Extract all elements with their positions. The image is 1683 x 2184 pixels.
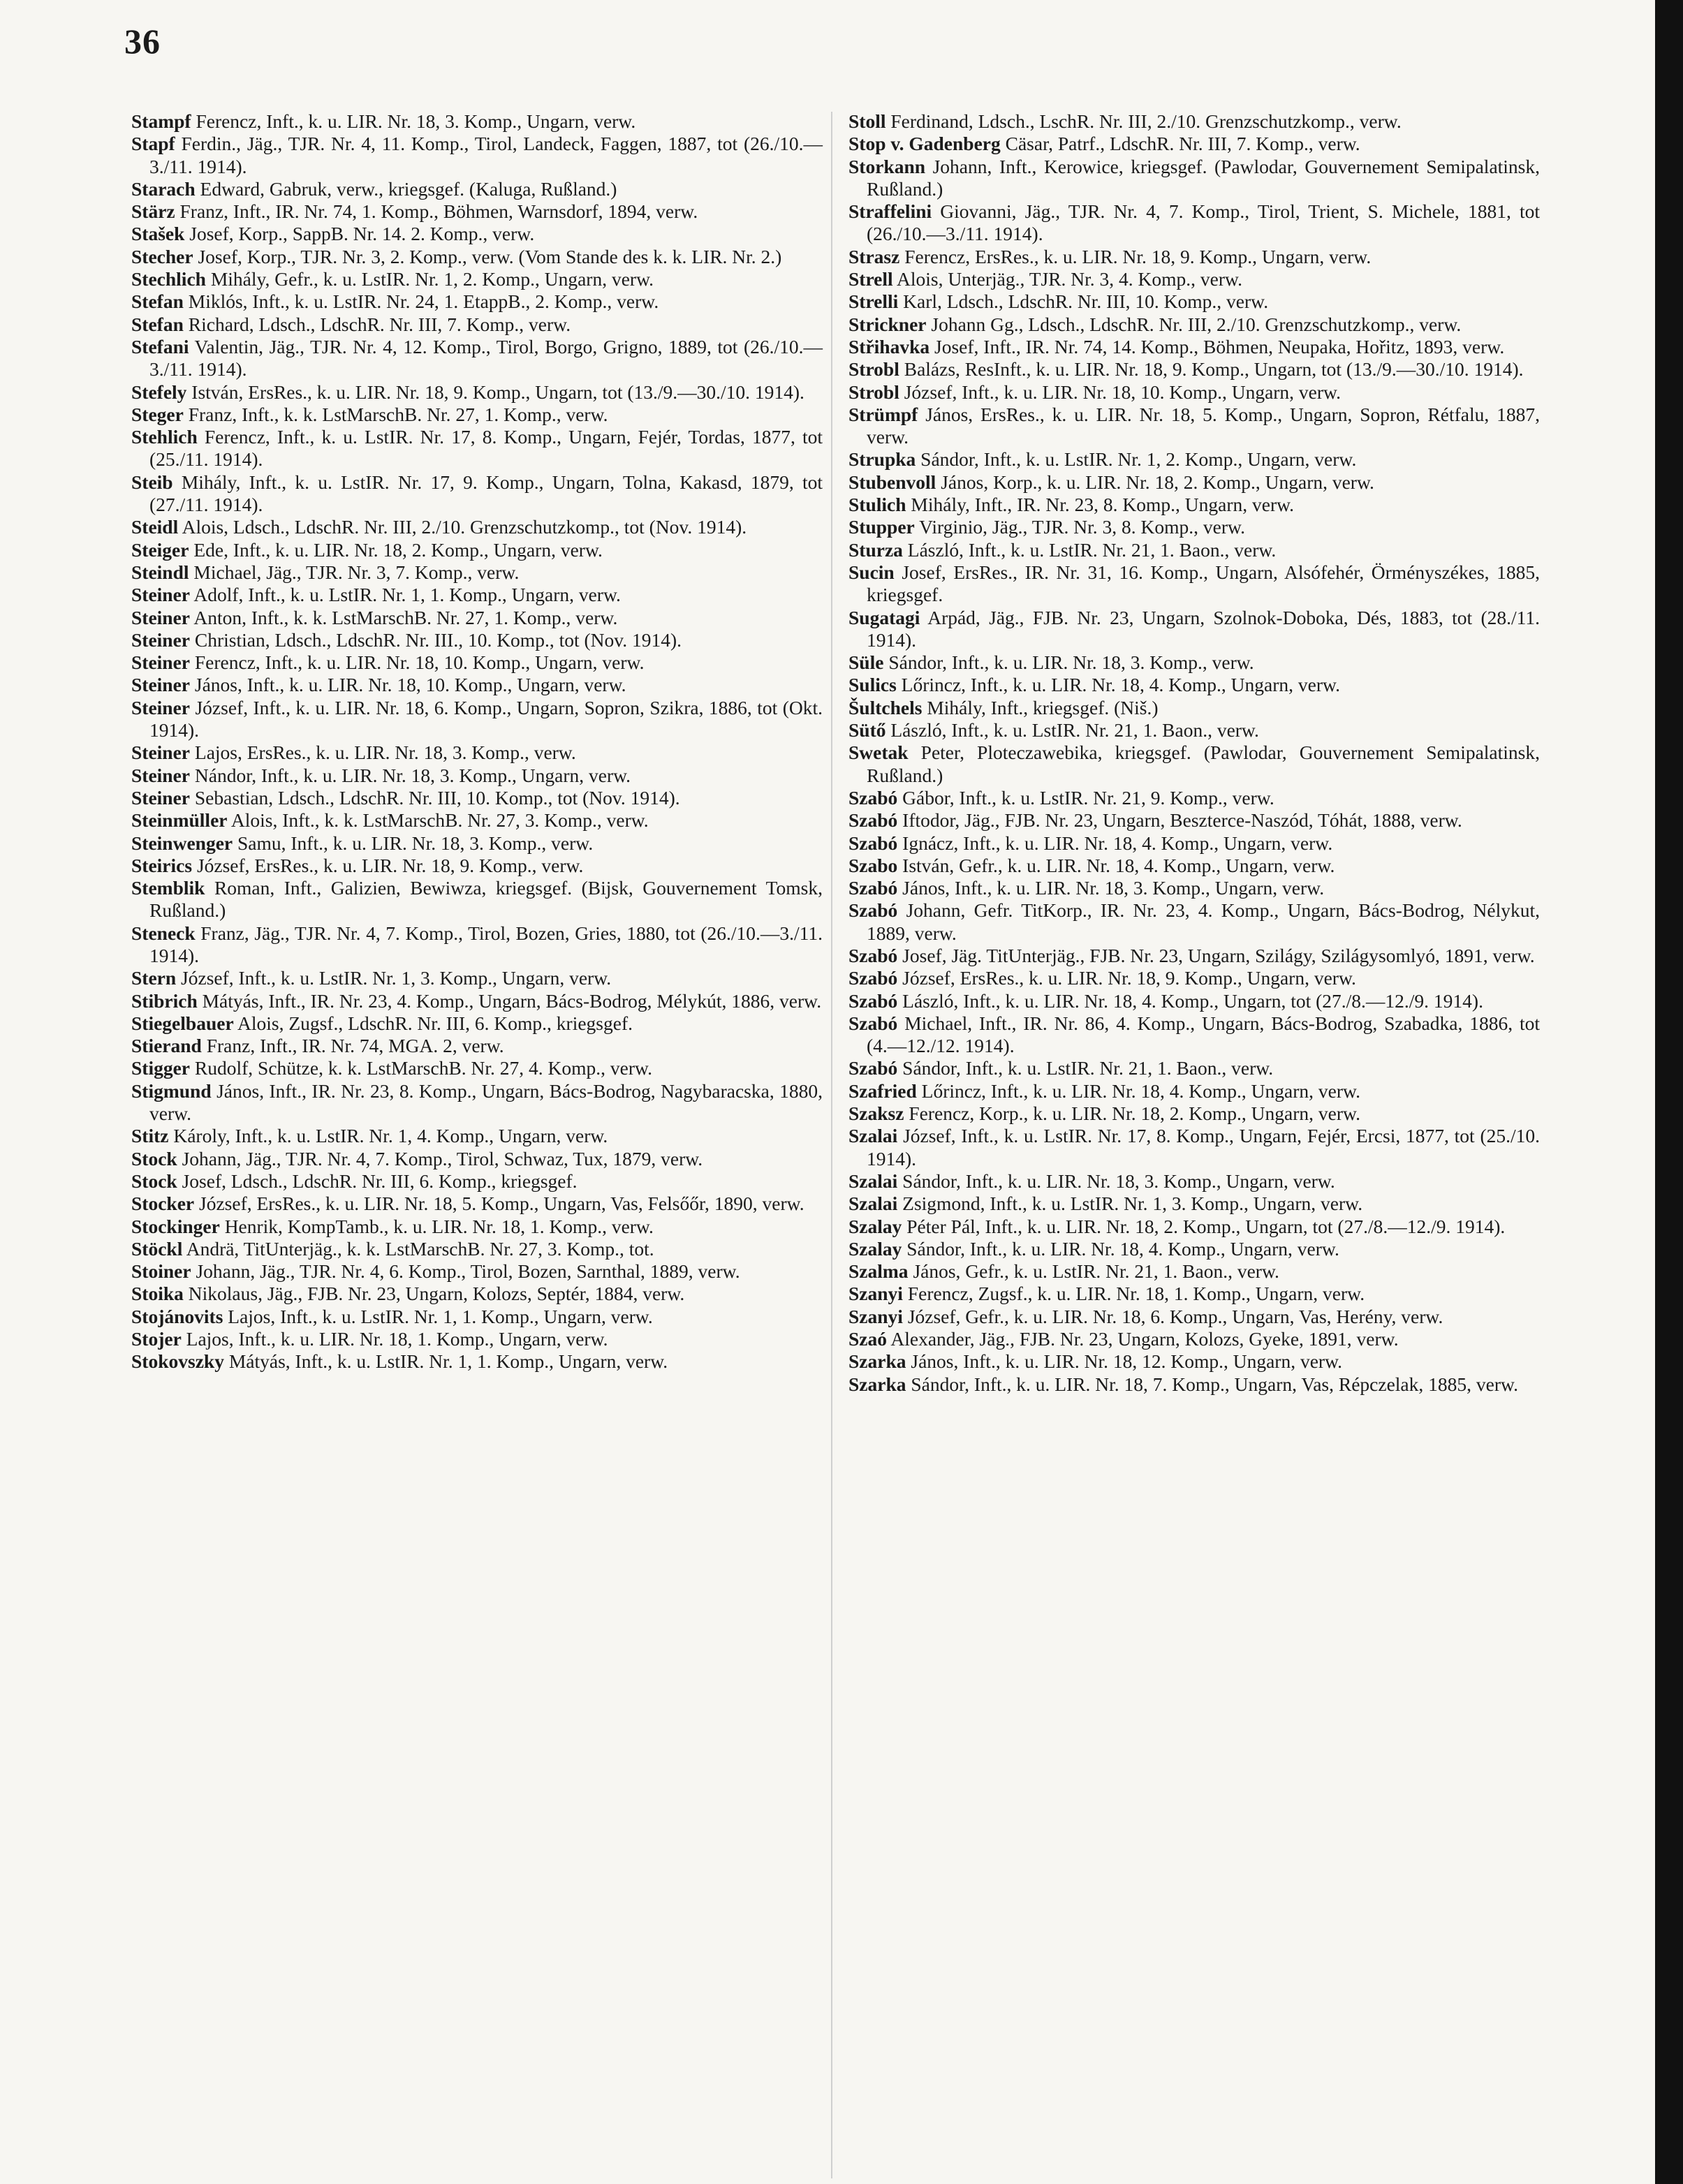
entry-surname: Szabó — [848, 809, 898, 832]
entry-surname: Steiner — [131, 584, 191, 606]
entry-surname: Střihavka — [848, 335, 930, 357]
entry-details: Peter, Ploteczawebika, kriegsgef. (Pawlodar, Gouvernement Semipalatinsk, Rußland.) — [867, 741, 1541, 786]
register-entry — [131, 200, 823, 223]
entry-details: Balázs, ResInft., k. u. LIR. Nr. 18, 9. Komp., Ungarn, tot (13./9.—30./10. 1914). — [904, 358, 1524, 381]
entry-details: Sándor, Inft., k. u. LIR. Nr. 18, 7. Komp., Ungarn, Vas, Répczelak, 1885, verw. — [911, 1373, 1518, 1395]
entry-surname: Steinwenger — [131, 832, 233, 854]
entry-surname: Steib — [131, 471, 173, 493]
entry-surname: Szalai — [848, 1193, 898, 1215]
register-entry — [131, 1260, 823, 1283]
register-entry — [131, 1328, 823, 1350]
register-entry — [848, 741, 1540, 787]
register-entry — [131, 1125, 823, 1147]
register-entry — [848, 899, 1540, 945]
register-entry — [848, 561, 1540, 607]
entry-details: Rudolf, Schütze, k. k. LstMarschB. Nr. 27, 4. Komp., verw. — [194, 1057, 652, 1079]
register-entry — [848, 877, 1540, 899]
register-entry — [848, 674, 1540, 696]
entry-surname: Šultchels — [848, 696, 923, 718]
entry-details: János, Gefr., k. u. LstIR. Nr. 21, 1. Baon., verw. — [913, 1260, 1279, 1283]
entry-details: Franz, Inft., IR. Nr. 74, 1. Komp., Böhmen, Warnsdorf, 1894, verw. — [179, 200, 698, 223]
entry-surname: Stefan — [131, 313, 184, 335]
entry-details: Henrik, KompTamb., k. u. LIR. Nr. 18, 1. Komp., verw. — [224, 1215, 654, 1237]
entry-surname: Steiner — [131, 786, 191, 809]
entry-details: Lajos, Inft., k. u. LIR. Nr. 18, 1. Komp., Ungarn, verw. — [186, 1328, 608, 1350]
entry-details: János, ErsRes., k. u. LIR. Nr. 18, 5. Komp., Ungarn, Sopron, Rétfalu, 1887, verw. — [867, 403, 1540, 448]
entry-details: Alexander, Jäg., FJB. Nr. 23, Ungarn, Kolozs, Gyeke, 1891, verw. — [890, 1328, 1399, 1350]
entry-details: Mihály, Inft., k. u. LstIR. Nr. 17, 9. Komp., Ungarn, Tolna, Kakasd, 1879, tot (27./11. 1914). — [149, 471, 823, 516]
register-entry — [848, 381, 1540, 404]
entry-details: Josef, Jäg. TitUnterjäg., FJB. Nr. 23, Ungarn, Szilágy, Szilágysomlyó, 1891, verw. — [902, 944, 1535, 966]
register-entry — [848, 832, 1540, 855]
register-entry — [131, 404, 823, 426]
register-entry — [848, 313, 1540, 336]
register-entry — [848, 1125, 1540, 1170]
register-entry — [848, 1012, 1540, 1058]
register-entry — [131, 1080, 823, 1126]
register-entry — [848, 1102, 1540, 1125]
entry-details: Lajos, Inft., k. u. LstIR. Nr. 1, 1. Komp., Ungarn, verw. — [228, 1305, 653, 1327]
register-entry — [848, 967, 1540, 989]
entry-surname: Stemblik — [131, 877, 205, 899]
entry-details: József, ErsRes., k. u. LIR. Nr. 18, 9. Komp., verw. — [196, 854, 584, 876]
register-entry — [131, 1148, 823, 1170]
entry-surname: Stoiner — [131, 1260, 191, 1283]
entry-surname: Szabó — [848, 877, 898, 899]
entry-details: Christian, Ldsch., LdschR. Nr. III., 10. Komp., tot (Nov. 1914). — [194, 628, 682, 651]
entry-surname: Steiner — [131, 764, 191, 786]
register-entry — [131, 697, 823, 742]
entry-details: Samu, Inft., k. u. LIR. Nr. 18, 3. Komp., verw. — [237, 832, 594, 854]
entry-details: Arpád, Jäg., FJB. Nr. 23, Ungarn, Szolnok-Doboka, Dés, 1883, tot (28./11. 1914). — [867, 606, 1541, 651]
entry-details: József, ErsRes., k. u. LIR. Nr. 18, 9. Komp., Ungarn, verw. — [902, 967, 1356, 989]
register-entry — [131, 313, 823, 336]
entry-details: Valentin, Jäg., TJR. Nr. 4, 12. Komp., Tirol, Borgo, Grigno, 1889, tot (26./10.—3./11. 1914). — [149, 335, 823, 381]
register-entry — [848, 404, 1540, 449]
register-entry — [848, 1170, 1540, 1193]
entry-details: József, Inft., k. u. LstIR. Nr. 17, 8. Komp., Ungarn, Fejér, Ercsi, 1877, tot (25./10. 1914). — [867, 1125, 1541, 1170]
entry-details: Iftodor, Jäg., FJB. Nr. 23, Ungarn, Beszterce-Naszód, Tóhát, 1888, verw. — [902, 809, 1462, 832]
entry-details: Mátyás, Inft., k. u. LstIR. Nr. 1, 1. Komp., Ungarn, verw. — [228, 1350, 668, 1373]
register-entry — [848, 1260, 1540, 1283]
entry-surname: Steiner — [131, 651, 191, 674]
entry-details: Michael, Jäg., TJR. Nr. 3, 7. Komp., verw. — [193, 561, 520, 583]
entry-details: Lőrincz, Inft., k. u. LIR. Nr. 18, 4. Komp., Ungarn, verw. — [901, 674, 1340, 696]
register-entry — [131, 1012, 823, 1035]
entry-details: Alois, Zugsf., LdschR. Nr. III, 6. Komp., kriegsgef. — [237, 1012, 633, 1034]
entry-details: János, Inft., k. u. LIR. Nr. 18, 3. Komp., Ungarn, verw. — [902, 877, 1325, 899]
register-entry — [848, 471, 1540, 494]
register-entry — [848, 719, 1540, 741]
register-entry — [131, 133, 823, 178]
register-entry — [848, 607, 1540, 652]
entry-details: Miklós, Inft., k. u. LstIR. Nr. 24, 1. EtappB., 2. Komp., verw. — [188, 290, 659, 313]
entry-surname: Szabó — [848, 989, 898, 1012]
register-entry — [131, 336, 823, 381]
register-entry — [848, 1238, 1540, 1260]
entry-surname: Stehlich — [131, 426, 198, 448]
entry-surname: Sütő — [848, 719, 886, 741]
entry-surname: Stoika — [131, 1283, 184, 1305]
register-entry — [131, 1035, 823, 1057]
register-entry — [848, 1193, 1540, 1215]
entry-surname: Stitz — [131, 1125, 169, 1147]
register-entry — [131, 516, 823, 538]
right-column — [848, 110, 1540, 1396]
entry-details: Adolf, Inft., k. u. LstIR. Nr. 1, 1. Komp., Ungarn, verw. — [193, 584, 621, 606]
entry-surname: Stefan — [131, 290, 184, 313]
entry-surname: Szanyi — [848, 1305, 903, 1327]
entry-details: Mátyás, Inft., IR. Nr. 23, 4. Komp., Ungarn, Bács-Bodrog, Mélykút, 1886, verw. — [202, 989, 822, 1012]
entry-details: János, Korp., k. u. LIR. Nr. 18, 2. Komp., Ungarn, verw. — [941, 471, 1374, 493]
entry-details: László, Inft., k. u. LstIR. Nr. 21, 1. Baon., verw. — [907, 538, 1277, 561]
entry-surname: Steiner — [131, 606, 191, 628]
register-entry — [131, 1193, 823, 1215]
entry-details: Sándor, Inft., k. u. LIR. Nr. 18, 3. Komp., verw. — [888, 651, 1254, 674]
entry-details: Ferencz, Inft., k. u. LstIR. Nr. 17, 8. Komp., Ungarn, Fejér, Tordas, 1877, tot (25./11. 1914). — [149, 426, 823, 471]
register-entry — [848, 200, 1540, 246]
entry-surname: Szarka — [848, 1350, 906, 1373]
register-entry — [848, 1373, 1540, 1396]
entry-details: József, Inft., k. u. LIR. Nr. 18, 6. Komp., Ungarn, Sopron, Szikra, 1886, tot (Okt. 1914). — [149, 696, 823, 741]
entry-surname: Straffelini — [848, 200, 932, 223]
register-entry — [131, 381, 823, 404]
entry-details: János, Inft., k. u. LIR. Nr. 18, 10. Komp., Ungarn, verw. — [194, 674, 626, 696]
entry-surname: Szabó — [848, 832, 898, 854]
entry-details: Sándor, Inft., k. u. LstIR. Nr. 1, 2. Komp., Ungarn, verw. — [920, 448, 1357, 471]
entry-details: Johann, Inft., Kerowice, kriegsgef. (Pawlodar, Gouvernement Semipalatinsk, Rußland.) — [867, 155, 1541, 200]
entry-surname: Strobl — [848, 381, 899, 403]
register-entry — [848, 1057, 1540, 1079]
entry-surname: Steneck — [131, 922, 196, 944]
entry-details: Karl, Ldsch., LdschR. Nr. III, 10. Komp., verw. — [903, 290, 1269, 313]
register-entry — [848, 855, 1540, 877]
register-entry — [131, 787, 823, 809]
entry-details: Michael, Inft., IR. Nr. 86, 4. Komp., Ungarn, Bács-Bodrog, Szabadka, 1886, tot (4.—12./12. 1914). — [867, 1012, 1541, 1057]
entry-surname: Storkann — [848, 155, 926, 177]
entry-surname: Strickner — [848, 313, 927, 335]
entry-surname: Stern — [131, 967, 177, 989]
register-entry — [131, 1283, 823, 1305]
entry-surname: Szarka — [848, 1373, 906, 1395]
register-entry — [848, 516, 1540, 538]
entry-surname: Szalai — [848, 1125, 898, 1147]
register-entry — [131, 561, 823, 584]
entry-surname: Szabó — [848, 899, 898, 922]
entry-details: Ferencz, Inft., k. u. LIR. Nr. 18, 10. Komp., Ungarn, verw. — [194, 651, 645, 674]
register-entry — [131, 741, 823, 764]
column-divider — [831, 112, 832, 2178]
entry-details: Andrä, TitUnterjäg., k. k. LstMarschB. Nr. 27, 3. Komp., tot. — [186, 1237, 654, 1260]
entry-surname: Starach — [131, 177, 196, 200]
register-entry — [131, 1057, 823, 1079]
entry-surname: Stigger — [131, 1057, 191, 1079]
register-entry — [131, 1350, 823, 1373]
entry-surname: Stampf — [131, 110, 191, 132]
entry-surname: Steinmüller — [131, 809, 228, 832]
entry-surname: Stierand — [131, 1035, 202, 1057]
register-entry — [131, 990, 823, 1012]
entry-details: József, ErsRes., k. u. LIR. Nr. 18, 5. Komp., Ungarn, Vas, Felsőőr, 1890, verw. — [199, 1193, 804, 1215]
entry-details: Ignácz, Inft., k. u. LIR. Nr. 18, 4. Komp., Ungarn, verw. — [902, 832, 1333, 854]
entry-surname: Stigmund — [131, 1079, 212, 1102]
entry-surname: Szabo — [848, 854, 898, 876]
register-entry — [848, 133, 1540, 155]
register-entry — [848, 651, 1540, 674]
register-entry — [848, 268, 1540, 290]
entry-surname: Stärz — [131, 200, 175, 223]
register-entry — [848, 494, 1540, 516]
register-entry — [848, 1328, 1540, 1350]
entry-surname: Steiner — [131, 696, 191, 718]
entry-details: Sándor, Inft., k. u. LstIR. Nr. 21, 1. Baon., verw. — [902, 1057, 1274, 1079]
entry-details: Virginio, Jäg., TJR. Nr. 3, 8. Komp., verw. — [919, 516, 1245, 538]
entry-surname: Steiner — [131, 674, 191, 696]
entry-details: Johann, Jäg., TJR. Nr. 4, 6. Komp., Tirol, Bozen, Sarnthal, 1889, verw. — [196, 1260, 740, 1283]
entry-surname: Steger — [131, 403, 184, 425]
register-entry — [131, 1306, 823, 1328]
entry-details: Giovanni, Jäg., TJR. Nr. 4, 7. Komp., Tirol, Trient, S. Michele, 1881, tot (26./10.—3./11. 1914). — [867, 200, 1540, 245]
entry-surname: Szabó — [848, 967, 898, 989]
entry-details: Sándor, Inft., k. u. LIR. Nr. 18, 3. Komp., Ungarn, verw. — [902, 1170, 1335, 1192]
entry-surname: Steiner — [131, 741, 191, 764]
register-entry — [848, 945, 1540, 967]
register-entry — [848, 448, 1540, 471]
entry-details: Ferencz, Zugsf., k. u. LIR. Nr. 18, 1. Komp., Ungarn, verw. — [907, 1283, 1365, 1305]
entry-details: Roman, Inft., Galizien, Bewiwza, kriegsgef. (Bijsk, Gouvernement Tomsk, Rußland.) — [149, 877, 823, 922]
entry-details: László, Inft., k. u. LstIR. Nr. 21, 1. Baon., verw. — [890, 719, 1259, 741]
register-entry — [131, 178, 823, 200]
entry-surname: Stiegelbauer — [131, 1012, 234, 1034]
register-entry — [848, 1283, 1540, 1305]
entry-details: Franz, Jäg., TJR. Nr. 4, 7. Komp., Tirol, Bozen, Gries, 1880, tot (26./10.—3./11. 1914). — [149, 922, 823, 966]
register-entry — [131, 426, 823, 471]
entry-surname: Steindl — [131, 561, 189, 583]
entry-surname: Strell — [848, 268, 893, 290]
entry-details: Péter Pál, Inft., k. u. LIR. Nr. 18, 2. Komp., Ungarn, tot (27./8.—12./9. 1914). — [906, 1215, 1506, 1237]
register-entry — [848, 1306, 1540, 1328]
register-entry — [848, 697, 1540, 719]
entry-details: Johann, Gefr. TitKorp., IR. Nr. 23, 4. Komp., Ungarn, Bács-Bodrog, Nélykut, 1889, verw. — [867, 899, 1540, 944]
register-entry — [131, 223, 823, 245]
page-number: 36 — [124, 22, 161, 61]
entry-details: Zsigmond, Inft., k. u. LstIR. Nr. 1, 3. Komp., Ungarn, verw. — [902, 1193, 1363, 1215]
register-entry — [131, 110, 823, 133]
entry-details: János, Inft., k. u. LIR. Nr. 18, 12. Komp., Ungarn, verw. — [911, 1350, 1343, 1373]
entry-surname: Steidl — [131, 516, 179, 538]
entry-details: Anton, Inft., k. k. LstMarschB. Nr. 27, 1. Komp., verw. — [193, 606, 618, 628]
entry-surname: Stecher — [131, 245, 193, 267]
entry-details: Ferencz, ErsRes., k. u. LIR. Nr. 18, 9. Komp., Ungarn, verw. — [904, 245, 1372, 267]
entry-surname: Szabó — [848, 1012, 898, 1034]
entry-details: Mihály, Gefr., k. u. LstIR. Nr. 1, 2. Komp., Ungarn, verw. — [210, 268, 654, 290]
entry-details: Josef, Korp., TJR. Nr. 3, 2. Komp., verw. (Vom Stande des k. k. LIR. Nr. 2.) — [198, 245, 782, 267]
entry-surname: Stock — [131, 1147, 177, 1170]
entry-details: Johann Gg., Ldsch., LdschR. Nr. III, 2./10. Grenzschutzkomp., verw. — [931, 313, 1462, 335]
register-entry — [848, 358, 1540, 381]
entry-surname: Sugatagi — [848, 606, 920, 628]
register-entry — [131, 855, 823, 877]
entry-details: Sándor, Inft., k. u. LIR. Nr. 18, 4. Komp., Ungarn, verw. — [906, 1237, 1339, 1260]
entry-details: Ferdinand, Ldsch., LschR. Nr. III, 2./10. Grenzschutzkomp., verw. — [890, 110, 1402, 132]
entry-surname: Szalma — [848, 1260, 909, 1283]
entry-surname: Szafried — [848, 1079, 917, 1102]
entry-surname: Stoll — [848, 110, 886, 132]
entry-details: Nikolaus, Jäg., FJB. Nr. 23, Ungarn, Kolozs, Septér, 1884, verw. — [188, 1283, 685, 1305]
entry-details: Alois, Inft., k. k. LstMarschB. Nr. 27, 3. Komp., verw. — [230, 809, 649, 832]
entry-surname: Strobl — [848, 358, 899, 381]
entry-surname: Strümpf — [848, 403, 918, 425]
entry-surname: Strupka — [848, 448, 916, 471]
entry-details: József, Inft., k. u. LIR. Nr. 18, 10. Komp., Ungarn, verw. — [904, 381, 1341, 403]
entry-surname: Stock — [131, 1170, 177, 1192]
entry-details: Josef, Korp., SappB. Nr. 14. 2. Komp., verw. — [189, 223, 535, 245]
entry-surname: Stubenvoll — [848, 471, 936, 493]
entry-details: Ferencz, Korp., k. u. LIR. Nr. 18, 2. Komp., Ungarn, verw. — [909, 1102, 1360, 1125]
entry-surname: Szaó — [848, 1328, 887, 1350]
entry-surname: Swetak — [848, 741, 909, 764]
entry-details: Franz, Inft., IR. Nr. 74, MGA. 2, verw. — [206, 1035, 504, 1057]
register-entry — [848, 990, 1540, 1012]
register-entry — [131, 290, 823, 313]
entry-details: Josef, Inft., IR. Nr. 74, 14. Komp., Böhmen, Neupaka, Hořitz, 1893, verw. — [934, 335, 1505, 357]
entry-details: Cäsar, Patrf., LdschR. Nr. III, 7. Komp., verw. — [1005, 133, 1360, 155]
register-entry — [848, 1216, 1540, 1238]
entry-surname: Stöckl — [131, 1237, 183, 1260]
entry-details: Ferencz, Inft., k. u. LIR. Nr. 18, 3. Komp., Ungarn, verw. — [196, 110, 636, 132]
entry-details: Lajos, ErsRes., k. u. LIR. Nr. 18, 3. Komp., verw. — [194, 741, 576, 764]
entry-surname: Stibrich — [131, 989, 198, 1012]
entry-surname: Stockinger — [131, 1215, 220, 1237]
entry-details: Alois, Unterjäg., TJR. Nr. 3, 4. Komp., verw. — [897, 268, 1242, 290]
register-entry — [131, 967, 823, 989]
entry-details: Mihály, Inft., IR. Nr. 23, 8. Komp., Ungarn, verw. — [911, 494, 1295, 516]
register-entry — [131, 832, 823, 855]
entry-details: Nándor, Inft., k. u. LIR. Nr. 18, 3. Komp., Ungarn, verw. — [194, 764, 631, 786]
register-entry — [848, 1350, 1540, 1373]
entry-surname: Stop v. Gadenberg — [848, 133, 1001, 155]
register-entry — [131, 651, 823, 674]
register-entry — [131, 1170, 823, 1193]
entry-details: Josef, Ldsch., LdschR. Nr. III, 6. Komp., kriegsgef. — [182, 1170, 578, 1192]
entry-surname: Stapf — [131, 133, 175, 155]
register-entry — [848, 336, 1540, 358]
entry-surname: Szaksz — [848, 1102, 904, 1125]
register-entry — [131, 629, 823, 651]
entry-details: Gábor, Inft., k. u. LstIR. Nr. 21, 9. Komp., verw. — [902, 786, 1274, 809]
register-entry — [131, 584, 823, 606]
entry-details: Josef, ErsRes., IR. Nr. 31, 16. Komp., Ungarn, Alsófehér, Örményszékes, 1885, kriegsgef. — [867, 561, 1541, 606]
register-entry — [131, 877, 823, 922]
page-edge — [1655, 0, 1683, 2184]
entry-surname: Szabó — [848, 944, 898, 966]
register-entry — [848, 156, 1540, 201]
entry-surname: Stulich — [848, 494, 906, 516]
entry-details: József, Inft., k. u. LstIR. Nr. 1, 3. Komp., Ungarn, verw. — [181, 967, 612, 989]
register-entry — [131, 471, 823, 517]
entry-surname: Steiger — [131, 538, 189, 561]
register-entry — [848, 787, 1540, 809]
entry-surname: Steiner — [131, 628, 191, 651]
register-entry — [131, 607, 823, 629]
entry-surname: Stojer — [131, 1328, 182, 1350]
entry-details: Sebastian, Ldsch., LdschR. Nr. III, 10. Komp., tot (Nov. 1914). — [194, 786, 680, 809]
entry-details: Franz, Inft., k. k. LstMarschB. Nr. 27, 1. Komp., verw. — [188, 403, 608, 425]
entry-details: Lőrincz, Inft., k. u. LIR. Nr. 18, 4. Komp., Ungarn, verw. — [921, 1079, 1360, 1102]
register-entry — [848, 110, 1540, 133]
entry-surname: Süle — [848, 651, 884, 674]
entry-details: Richard, Ldsch., LdschR. Nr. III, 7. Komp., verw. — [188, 313, 571, 335]
register-entry — [848, 539, 1540, 561]
register-entry — [848, 290, 1540, 313]
entry-surname: Strasz — [848, 245, 900, 267]
entry-surname: Szalai — [848, 1170, 898, 1192]
register-entry — [131, 268, 823, 290]
entry-details: József, Gefr., k. u. LIR. Nr. 18, 6. Komp., Ungarn, Vas, Herény, verw. — [907, 1305, 1443, 1327]
entry-surname: Steirics — [131, 854, 193, 876]
entry-surname: Szabó — [848, 1057, 898, 1079]
entry-details: Alois, Ldsch., LdschR. Nr. III, 2./10. Grenzschutzkomp., tot (Nov. 1914). — [182, 516, 747, 538]
register-entry — [131, 246, 823, 268]
register-entry — [131, 809, 823, 832]
entry-surname: Stefely — [131, 381, 187, 403]
entry-surname: Szalay — [848, 1237, 902, 1260]
entry-details: Károly, Inft., k. u. LstIR. Nr. 1, 4. Komp., Ungarn, verw. — [173, 1125, 608, 1147]
entry-surname: Stechlich — [131, 268, 206, 290]
entry-surname: Szalay — [848, 1215, 902, 1237]
left-column — [131, 110, 823, 1373]
entry-details: Mihály, Inft., kriegsgef. (Niš.) — [927, 696, 1159, 718]
entry-surname: Stocker — [131, 1193, 195, 1215]
entry-details: Edward, Gabruk, verw., kriegsgef. (Kaluga, Rußland.) — [200, 177, 617, 200]
register-entry — [848, 809, 1540, 832]
entry-surname: Sucin — [848, 561, 895, 583]
register-entry — [131, 674, 823, 696]
entry-surname: Stojánovits — [131, 1305, 223, 1327]
entry-details: István, ErsRes., k. u. LIR. Nr. 18, 9. Komp., Ungarn, tot (13./9.—30./10. 1914). — [191, 381, 804, 403]
entry-details: János, Inft., IR. Nr. 23, 8. Komp., Ungarn, Bács-Bodrog, Nagybaracska, 1880, verw. — [149, 1079, 823, 1125]
register-entry — [131, 922, 823, 968]
entry-surname: Stefani — [131, 335, 189, 357]
entry-details: Ferdin., Jäg., TJR. Nr. 4, 11. Komp., Tirol, Landeck, Faggen, 1887, tot (26./10.—3./11. 1914). — [149, 133, 823, 177]
register-entry — [131, 1238, 823, 1260]
entry-surname: Szabó — [848, 786, 898, 809]
entry-surname: Sturza — [848, 538, 903, 561]
register-entry — [131, 765, 823, 787]
register-entry — [131, 1216, 823, 1238]
entry-surname: Stokovszky — [131, 1350, 224, 1373]
entry-surname: Stupper — [848, 516, 915, 538]
entry-details: István, Gefr., k. u. LIR. Nr. 18, 4. Komp., Ungarn, verw. — [902, 854, 1335, 876]
entry-details: Johann, Jäg., TJR. Nr. 4, 7. Komp., Tirol, Schwaz, Tux, 1879, verw. — [182, 1147, 703, 1170]
register-entry — [848, 246, 1540, 268]
entry-details: Ede, Inft., k. u. LIR. Nr. 18, 2. Komp., Ungarn, verw. — [193, 538, 603, 561]
register-entry — [131, 539, 823, 561]
entry-surname: Sulics — [848, 674, 897, 696]
register-entry — [848, 1080, 1540, 1102]
entry-details: László, Inft., k. u. LIR. Nr. 18, 4. Komp., Ungarn, tot (27./8.—12./9. 1914). — [902, 989, 1483, 1012]
entry-surname: Stašek — [131, 223, 185, 245]
entry-surname: Szanyi — [848, 1283, 903, 1305]
entry-surname: Strelli — [848, 290, 899, 313]
